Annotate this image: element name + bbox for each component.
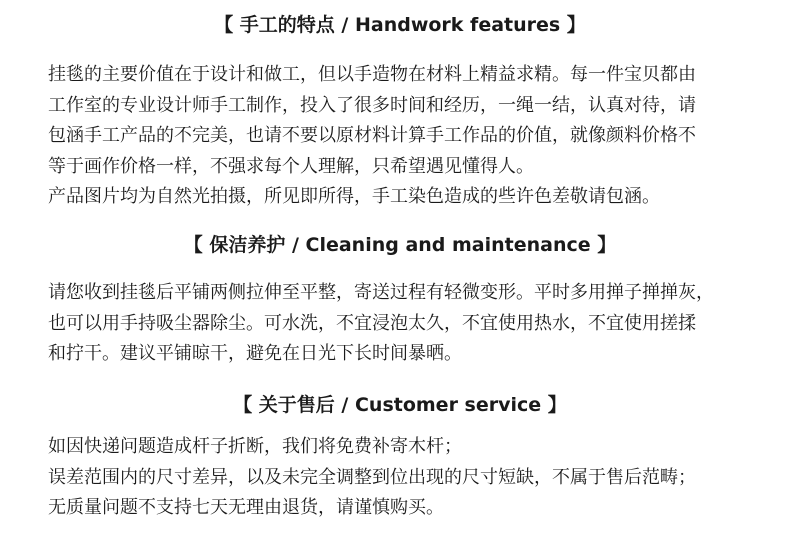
section-body xyxy=(48,278,768,370)
section-heading: 【 手工的特点 / Handwork features 】 xyxy=(214,14,586,36)
section-body xyxy=(48,432,768,524)
text-line: 如因快递问题造成杆子折断，我们将免费补寄木杆； xyxy=(48,436,462,457)
text-line: 产品图片均为自然光拍摄，所见即所得，手工染色造成的些许色差敬请包涵。 xyxy=(48,186,660,207)
text-line: 工作室的专业设计师手工制作，投入了很多时间和经历，一绳一结，认真对待，请 xyxy=(48,94,696,116)
text-line: 等于画作价格一样，不强求每个人理解，只希望遇见懂得人。 xyxy=(48,155,534,177)
section-heading: 【 保洁养护 / Cleaning and maintenance 】 xyxy=(183,234,617,256)
text-line: 包涵手工产品的不完美，也请不要以原材料计算手工作品的价值，就像颜料价格不 xyxy=(48,125,696,146)
text-line: 和拧干。建议平铺晾干，避免在日光下长时间暴晒。 xyxy=(48,343,462,364)
section-customer-service xyxy=(0,392,800,518)
text-line: 误差范围内的尺寸差异，以及未完全调整到位出现的尺寸短缺，不属于售后范畴； xyxy=(48,466,696,488)
section-cleaning-maintenance xyxy=(0,232,800,364)
text-line: 请您收到挂毯后平铺两侧拉伸至平整，寄送过程有轻微变形。平时多用掸子掸掸灰， xyxy=(48,282,714,303)
section-handwork-features xyxy=(0,12,800,207)
text-line: 挂毯的主要价值在于设计和做工，但以手造物在材料上精益求精。每一件宝贝都由 xyxy=(48,64,696,85)
text-line: 也可以用手持吸尘器除尘。可水洗，不宜浸泡太久，不宜使用热水，不宜使用搓揉 xyxy=(48,312,696,334)
section-body xyxy=(48,60,768,213)
text-line: 无质量问题不支持七天无理由退货，请谨慎购买。 xyxy=(48,497,444,518)
section-heading: 【 关于售后 / Customer service 】 xyxy=(233,394,567,416)
